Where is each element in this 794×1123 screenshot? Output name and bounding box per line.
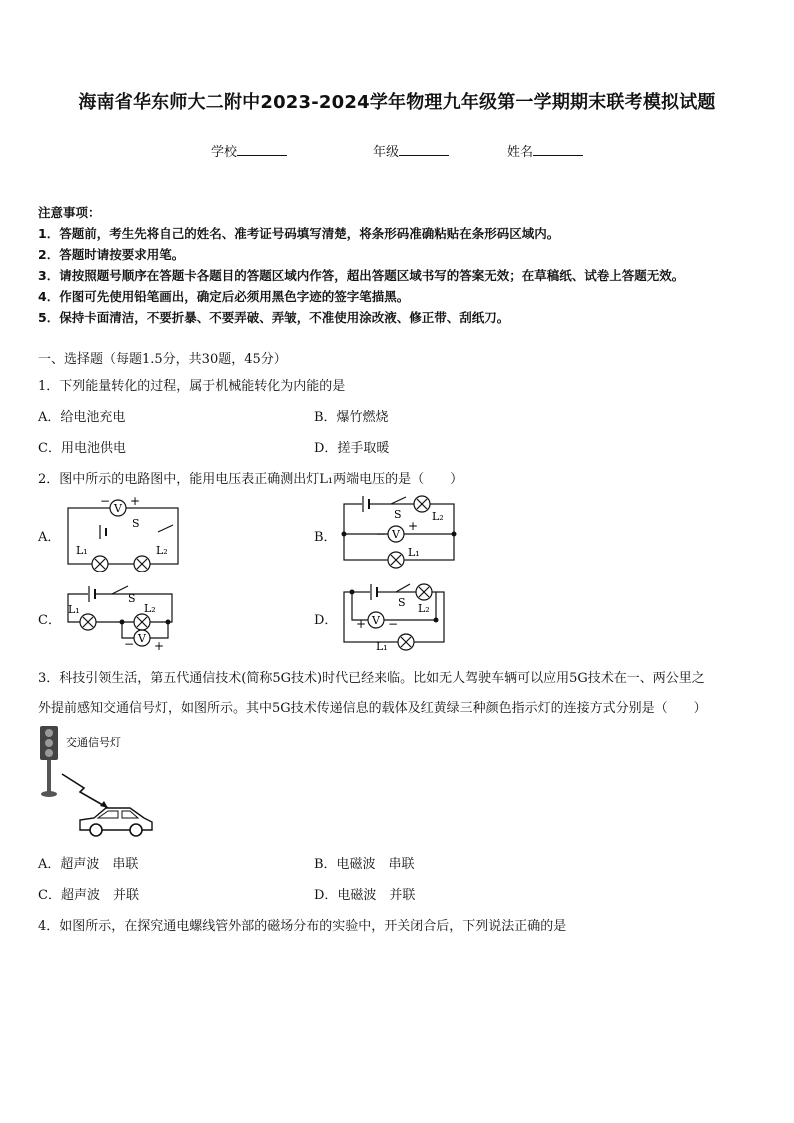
circuit-b-s: S (394, 508, 402, 521)
q3-stem-line2: 外提前感知交通信号灯，如图所示。其中5G技术传递信息的载体及红黄绿三种颜色指示灯的连接方式分别是（ ） (38, 701, 707, 716)
grade-blank[interactable] (399, 142, 449, 156)
note-item-5: 5．保持卡面清洁，不要折暴、不要弄破、弄皱，不准使用涂改液、修正带、刮纸刀。 (38, 310, 510, 325)
traffic-light-pole (47, 760, 51, 792)
name-label: 姓名 (507, 145, 534, 160)
grade-field[interactable] (373, 141, 449, 160)
circuit-a-s: S (132, 517, 140, 530)
school-blank[interactable] (237, 142, 287, 156)
q2-option-a[interactable]: A． (38, 530, 61, 545)
q3-option-d[interactable]: D．电磁波 并联 (314, 888, 416, 903)
q1-stem: 1．下列能量转化的过程，属于机械能转化为内能的是 (38, 379, 346, 394)
circuit-c-voltmeter: V (138, 632, 146, 645)
school-field[interactable] (211, 141, 287, 160)
q1-option-a[interactable]: A．给电池充电 (38, 410, 126, 425)
traffic-figure-label: 交通信号灯 (66, 736, 121, 749)
grade-label: 年级 (373, 145, 400, 160)
q2-option-c[interactable]: C． (38, 613, 61, 628)
junction-dot (452, 532, 457, 537)
circuit-d-plus: + (356, 617, 367, 631)
q2-option-d[interactable]: D． (314, 613, 338, 628)
circuit-c-minus: − (124, 637, 135, 651)
q2-stem: 2．图中所示的电路图中，能用电压表正确测出灯L₁两端电压的是（ ） (38, 472, 464, 487)
circuit-a-l2: L₂ (156, 544, 168, 557)
circuit-c-l1: L₁ (68, 603, 80, 616)
circuit-d-l2: L₂ (418, 602, 430, 615)
circuit-c-s: S (128, 592, 136, 605)
circuit-d-l1: L₁ (376, 640, 388, 653)
name-field[interactable] (507, 141, 583, 160)
junction-dot (434, 618, 439, 623)
circuit-c (60, 582, 185, 654)
circuit-b (336, 494, 461, 572)
note-item-4: 4．作图可先使用铅笔画出，确定后必须用黑色字迹的签字笔描黑。 (38, 289, 410, 304)
circuit-a (60, 494, 185, 572)
junction-dot (342, 532, 347, 537)
junction-dot (350, 590, 355, 595)
circuit-a-plus: + (130, 494, 141, 508)
traffic-light-base (41, 791, 57, 797)
junction-dot (166, 620, 171, 625)
q4-stem: 4．如图所示，在探究通电螺线管外部的磁场分布的实验中，开关闭合后，下列说法正确的是 (38, 919, 567, 934)
q1-option-d[interactable]: D．搓手取暖 (314, 441, 390, 456)
note-item-1: 1．答题前，考生先将自己的姓名、准考证号码填写清楚，将条形码准确粘贴在条形码区域内。 (38, 226, 560, 241)
circuit-a-voltmeter: V (114, 502, 122, 515)
circuit-c-plus: + (154, 639, 165, 653)
q2-option-b[interactable]: B． (314, 530, 337, 545)
circuit-b-l1: L₁ (408, 546, 420, 559)
circuit-d-minus: − (388, 617, 399, 631)
circuit-c-l2: L₂ (144, 602, 156, 615)
q3-stem-line1: 3．科技引领生活，第五代通信技术(简称5G技术)时代已经来临。比如无人驾驶车辆可以应用5G技术在一、两公里之 (38, 671, 705, 686)
traffic-figure (36, 722, 166, 844)
circuit-d-voltmeter: V (372, 614, 380, 627)
q1-option-c[interactable]: C．用电池供电 (38, 441, 126, 456)
circuit-a-l1: L₁ (76, 544, 88, 557)
note-item-2: 2．答题时请按要求用笔。 (38, 247, 185, 262)
q1-option-b[interactable]: B．爆竹燃烧 (314, 410, 389, 425)
page-title: 海南省华东师大二附中2023-2024学年物理九年级第一学期期末联考模拟试题 (78, 92, 716, 113)
circuit-b-minus: − (376, 527, 387, 541)
circuit-d-s: S (398, 596, 406, 609)
circuit-b-voltmeter: V (392, 528, 400, 541)
red-lamp (45, 729, 53, 737)
name-blank[interactable] (533, 142, 583, 156)
signal-bolt (62, 774, 108, 808)
circuit-a-minus: − (100, 494, 111, 508)
q3-option-a[interactable]: A．超声波 串联 (38, 857, 139, 872)
green-lamp (45, 749, 53, 757)
notes-heading: 注意事项： (38, 205, 101, 220)
junction-dot (120, 620, 125, 625)
yellow-lamp (45, 739, 53, 747)
q3-option-b[interactable]: B．电磁波 串联 (314, 857, 415, 872)
circuit-d (336, 580, 461, 654)
car-icon (80, 808, 152, 836)
q3-option-c[interactable]: C．超声波 并联 (38, 888, 139, 903)
circuit-b-plus: + (408, 519, 419, 533)
note-item-3: 3．请按照题号顺序在答题卡各题目的答题区域内作答，超出答题区域书写的答案无效；在草稿纸、试卷上答题无效。 (38, 268, 685, 283)
circuit-b-l2: L₂ (432, 510, 444, 523)
school-label: 学校 (211, 145, 238, 160)
section-heading: 一、选择题（每题1.5分，共30题，45分） (38, 352, 287, 367)
